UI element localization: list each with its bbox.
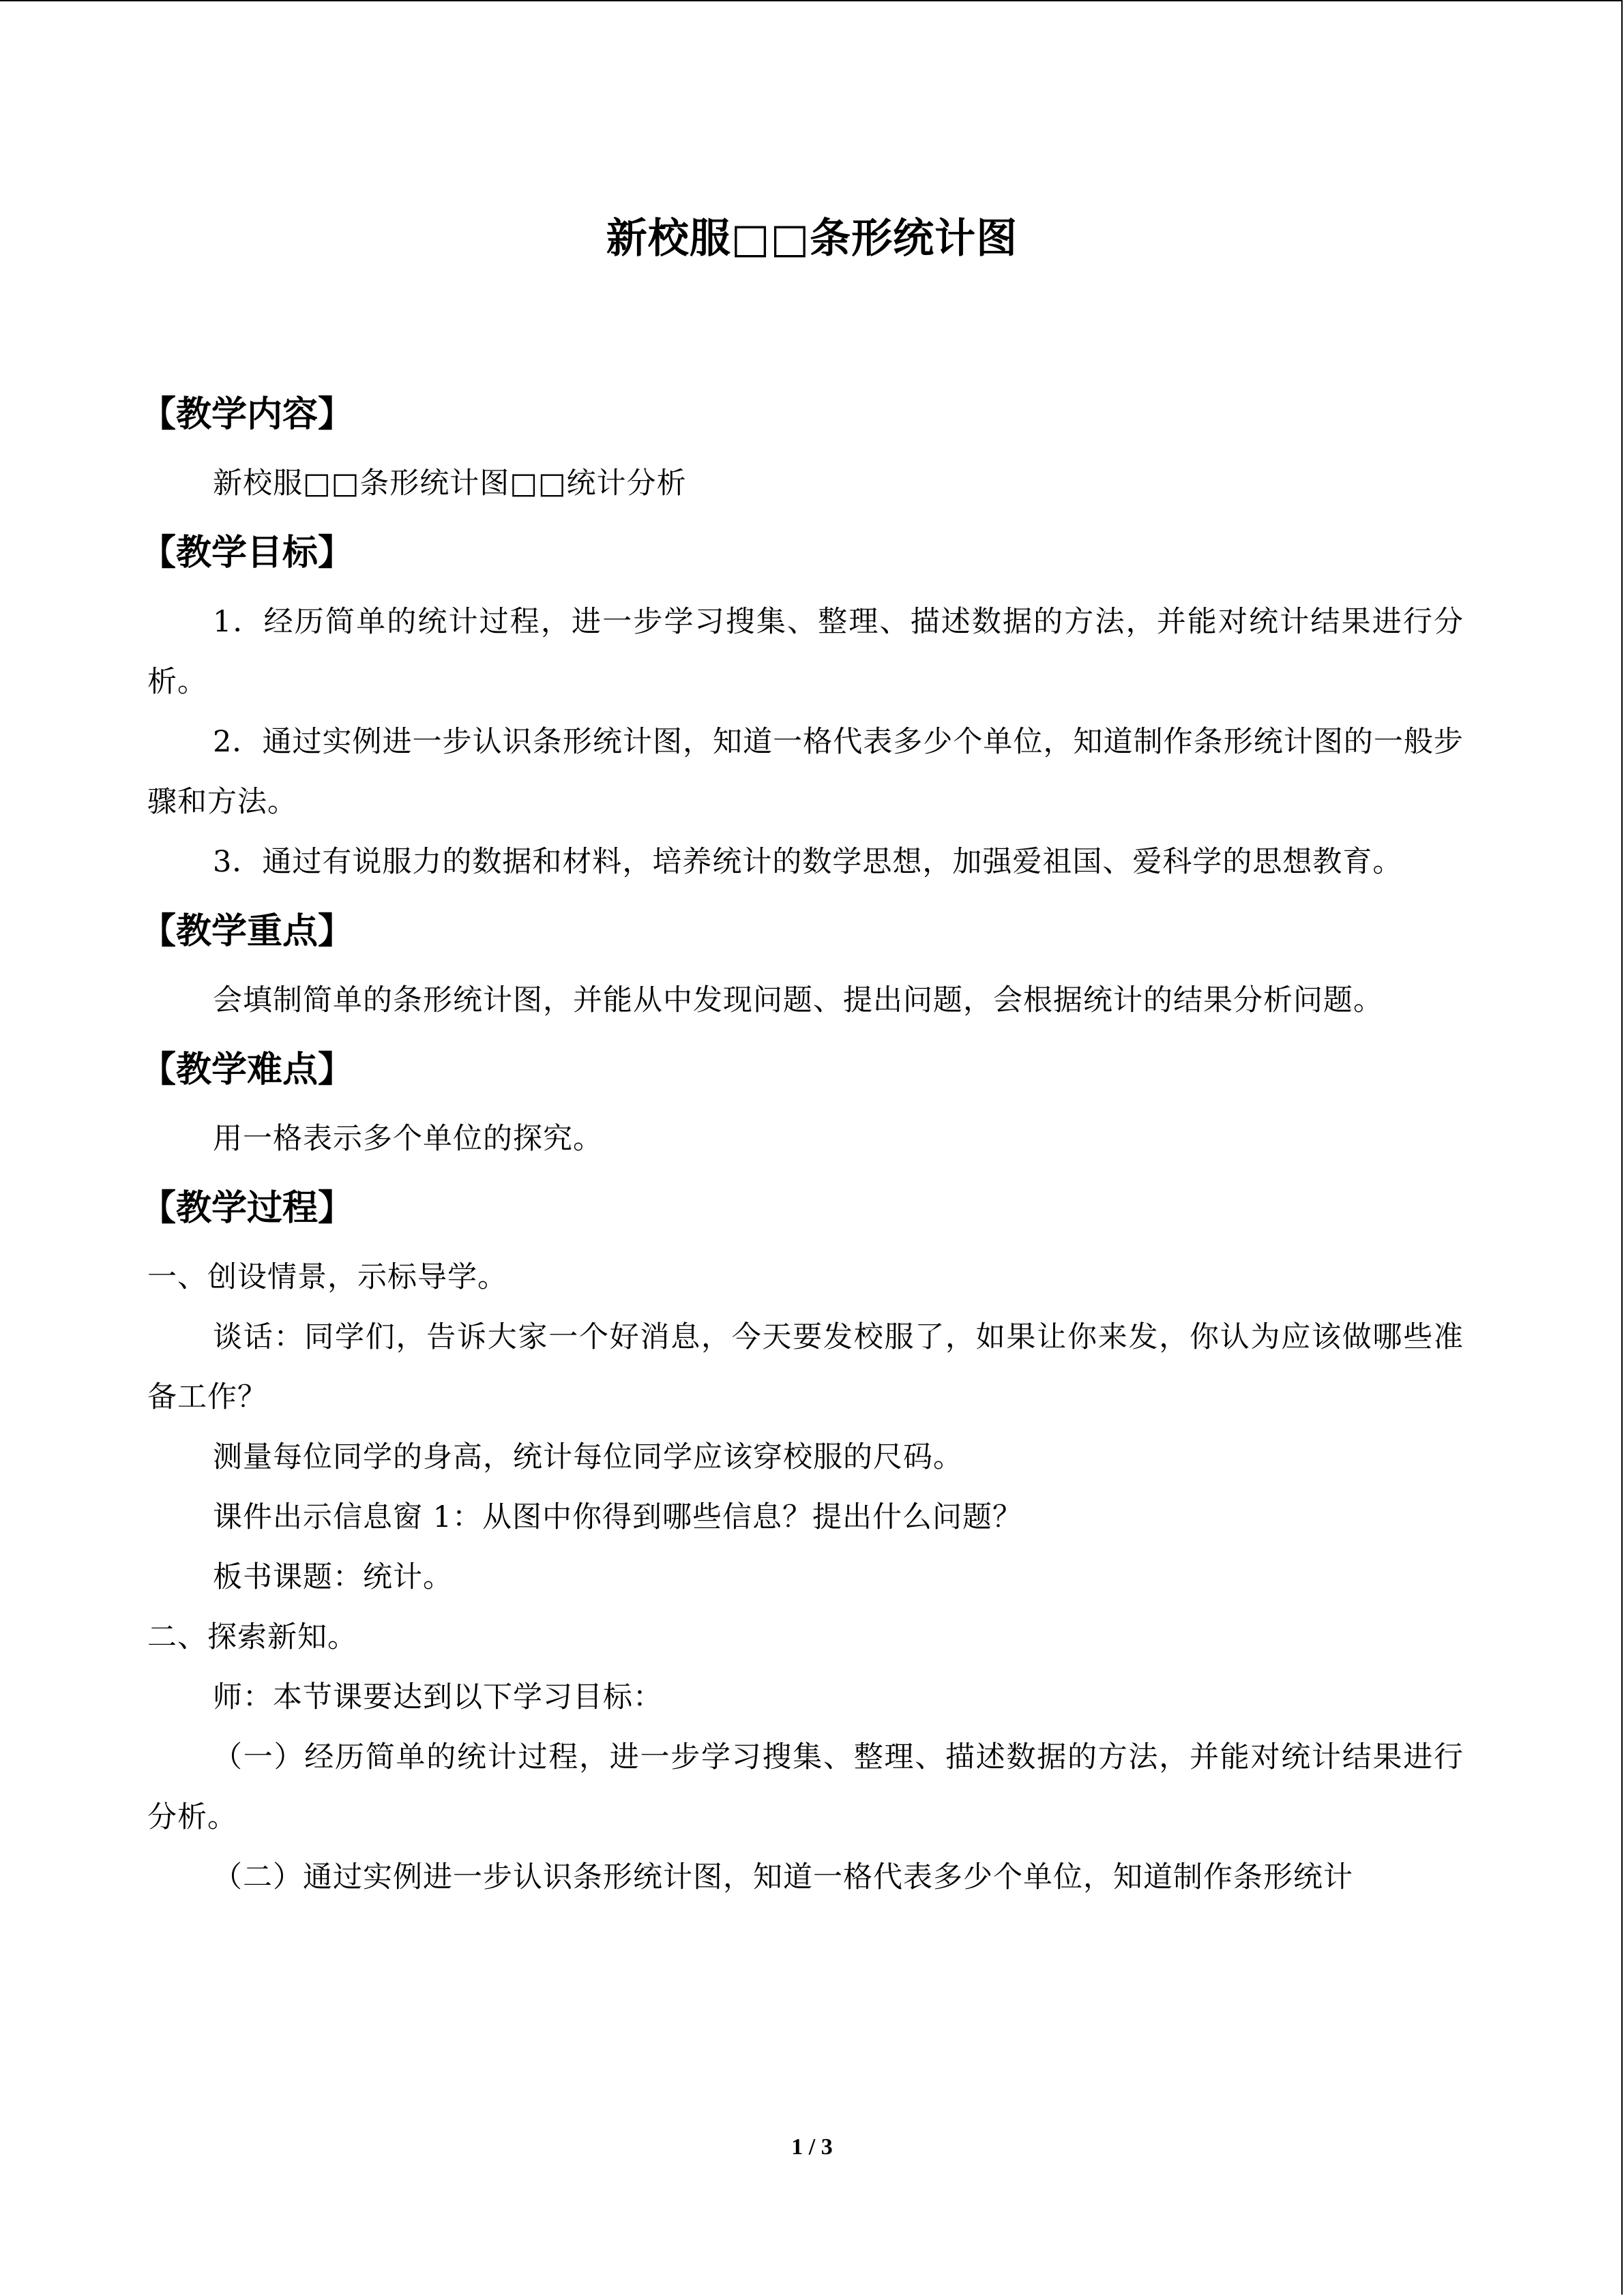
section-heading-content: 【教学内容】 — [141, 393, 354, 435]
section-heading-process: 【教学过程】 — [141, 1187, 354, 1229]
process-line: 测量每位同学的身高，统计每位同学应该穿校服的尺码。 — [213, 1440, 963, 1474]
content-text: 新校服□□条形统计图□□统计分析 — [213, 466, 687, 501]
section-heading-key-points: 【教学重点】 — [141, 910, 354, 952]
process-part-title: 一、创设情景，示标导学。 — [147, 1260, 507, 1294]
goal-item: 1．经历简单的统计过程，进一步学习搜集、整理、描述数据的方法，并能对统计结果进行分析。 — [147, 605, 1464, 699]
process-line: 板书课题：统计。 — [213, 1560, 453, 1594]
key-points-text: 会填制简单的条形统计图，并能从中发现问题、提出问题，会根据统计的结果分析问题。 — [213, 983, 1383, 1017]
goal-item: 2．通过实例进一步认识条形统计图，知道一格代表多少个单位，知道制作条形统计图的一般步骤和方法。 — [147, 725, 1464, 819]
document-body — [141, 375, 1464, 1907]
process-line: （二）通过实例进一步认识条形统计图，知道一格代表多少个单位，知道制作条形统计 — [213, 1860, 1353, 1894]
process-line: 课件出示信息窗 1：从图中你得到哪些信息？提出什么问题？ — [213, 1500, 1023, 1534]
process-line: 师：本节课要达到以下学习目标： — [213, 1680, 663, 1714]
document-title: 新校服□□条形统计图 — [606, 215, 1018, 263]
process-part-title: 二、探索新知。 — [147, 1620, 357, 1654]
section-heading-difficulties: 【教学难点】 — [141, 1049, 354, 1090]
process-line: （一）经历简单的统计过程，进一步学习搜集、整理、描述数据的方法，并能对统计结果进行分析。 — [147, 1740, 1464, 1834]
process-line: 谈话：同学们，告诉大家一个好消息，今天要发校服了，如果让你来发，你认为应该做哪些准备工作？ — [147, 1320, 1464, 1414]
difficulties-text: 用一格表示多个单位的探究。 — [213, 1122, 603, 1156]
goal-item: 3．通过有说服力的数据和材料，培养统计的数学思想，加强爱祖国、爱科学的思想教育。 — [213, 845, 1403, 879]
section-heading-goals: 【教学目标】 — [141, 532, 354, 573]
page-indicator: 1 / 3 — [791, 2134, 833, 2160]
